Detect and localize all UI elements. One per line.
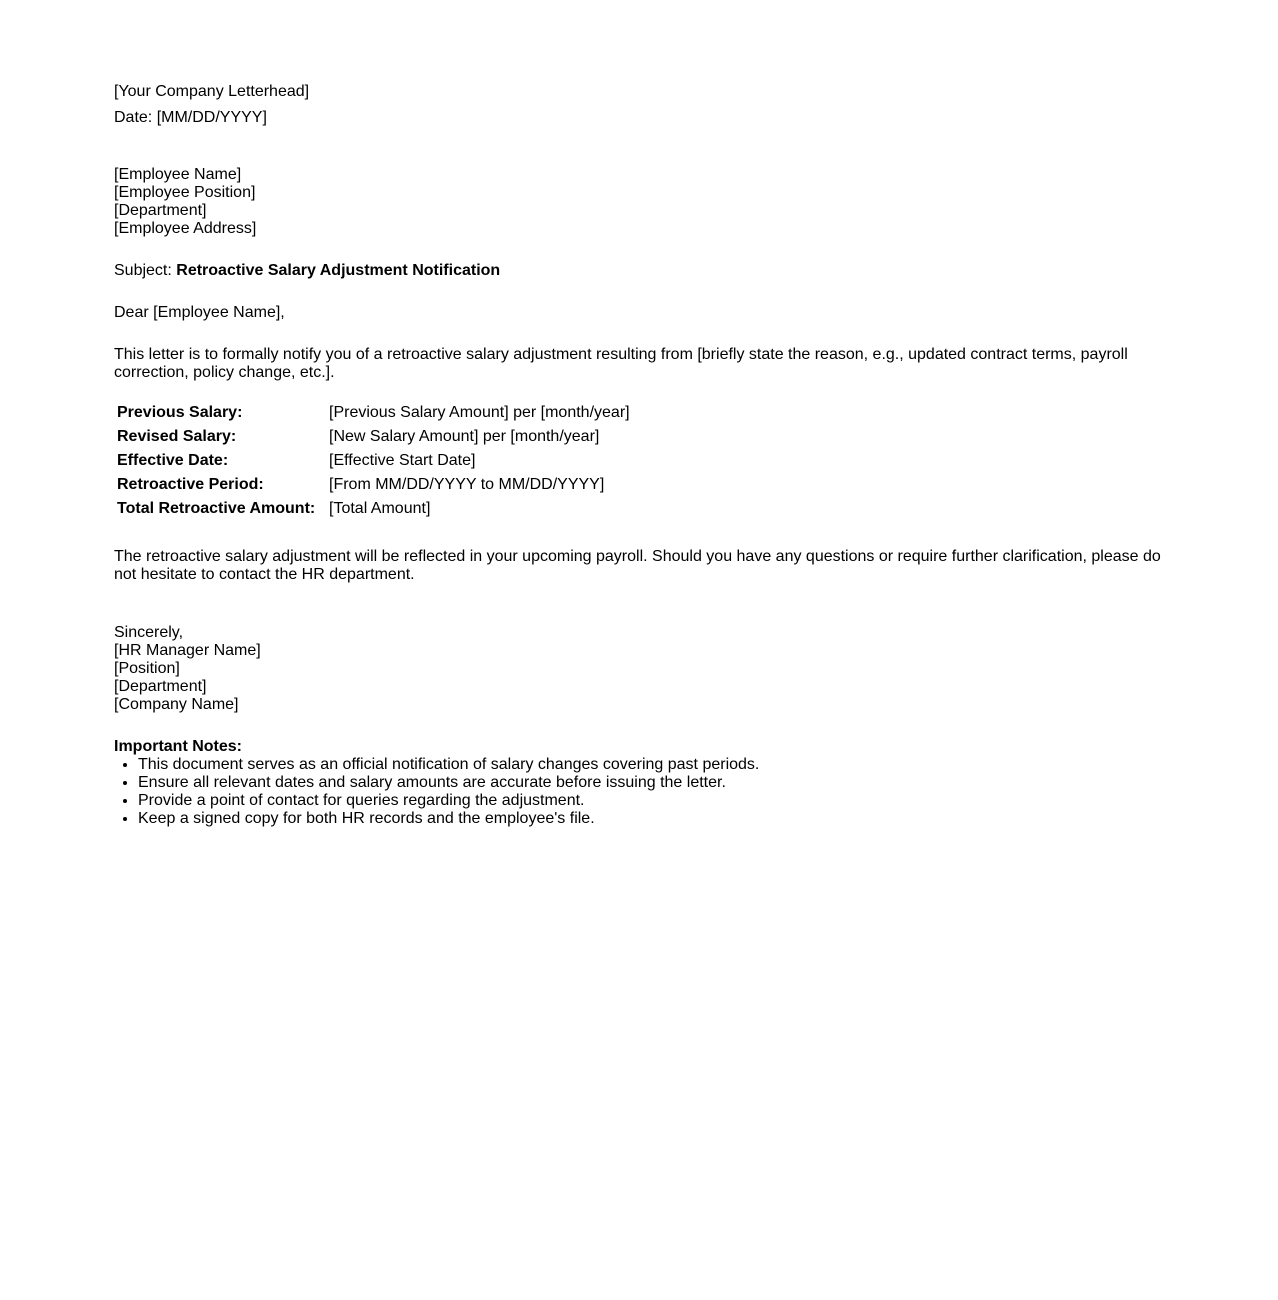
recipient-name: [Employee Name] — [114, 166, 242, 183]
salary-details-table — [114, 400, 633, 522]
table-row — [116, 450, 631, 472]
subject-text: Retroactive Salary Adjustment Notification — [176, 262, 501, 279]
table-row — [116, 474, 631, 496]
recipient-position: [Employee Position] — [114, 184, 256, 201]
subject-prefix: Subject: — [114, 262, 177, 279]
detail-label: Previous Salary: — [117, 404, 243, 421]
subject-line — [114, 262, 1174, 280]
list-item: • Ensure all relevant dates and salary amounts are accurate before issuing the letter. — [138, 774, 1174, 792]
table-row — [116, 426, 631, 448]
recipient-department: [Department] — [114, 202, 207, 219]
important-notes — [114, 738, 1174, 828]
detail-value: [Total Amount] — [329, 500, 431, 517]
detail-label: Revised Salary: — [117, 428, 237, 445]
detail-value: [From MM/DD/YYYY to MM/DD/YYYY] — [329, 476, 605, 493]
table-row — [116, 402, 631, 424]
signature-position: [Position] — [114, 660, 180, 677]
greeting: Dear [Employee Name], — [114, 304, 285, 321]
list-item: • This document serves as an official notification of salary changes covering past periods. — [138, 756, 1174, 774]
signature-name: [HR Manager Name] — [114, 642, 261, 659]
table-row — [116, 498, 631, 520]
letter-date: Date: [MM/DD/YYYY] — [114, 109, 267, 126]
notes-title: Important Notes: — [114, 738, 242, 755]
closing-paragraph: The retroactive salary adjustment will be reflected in your upcoming payroll. Should you have any questions or require further clarification, please do not hesitate to contact the HR department. — [114, 548, 1161, 583]
signature-closing: Sincerely, — [114, 624, 184, 641]
detail-value: [Previous Salary Amount] per [month/year] — [329, 404, 630, 421]
signature-department: [Department] — [114, 678, 207, 695]
detail-value: [Effective Start Date] — [329, 452, 476, 469]
signature-company: [Company Name] — [114, 696, 239, 713]
intro-paragraph: This letter is to formally notify you of a retroactive salary adjustment resulting from [briefly state the reason, e.g., updated contract terms, payroll correction, policy change, etc.]. — [114, 346, 1128, 381]
notes-list — [114, 756, 1174, 828]
company-letterhead: [Your Company Letterhead] — [114, 83, 310, 100]
detail-value: [New Salary Amount] per [month/year] — [329, 428, 600, 445]
detail-label: Retroactive Period: — [117, 476, 264, 493]
signature-block — [114, 624, 1174, 714]
detail-label: Effective Date: — [117, 452, 229, 469]
list-item: • Provide a point of contact for queries regarding the adjustment. — [138, 792, 1174, 810]
detail-label: Total Retroactive Amount: — [117, 500, 316, 517]
letter-document — [114, 82, 1174, 828]
recipient-address: [Employee Address] — [114, 220, 257, 237]
recipient-block — [114, 166, 1174, 238]
list-item: • Keep a signed copy for both HR records and the employee's file. — [138, 810, 1174, 828]
